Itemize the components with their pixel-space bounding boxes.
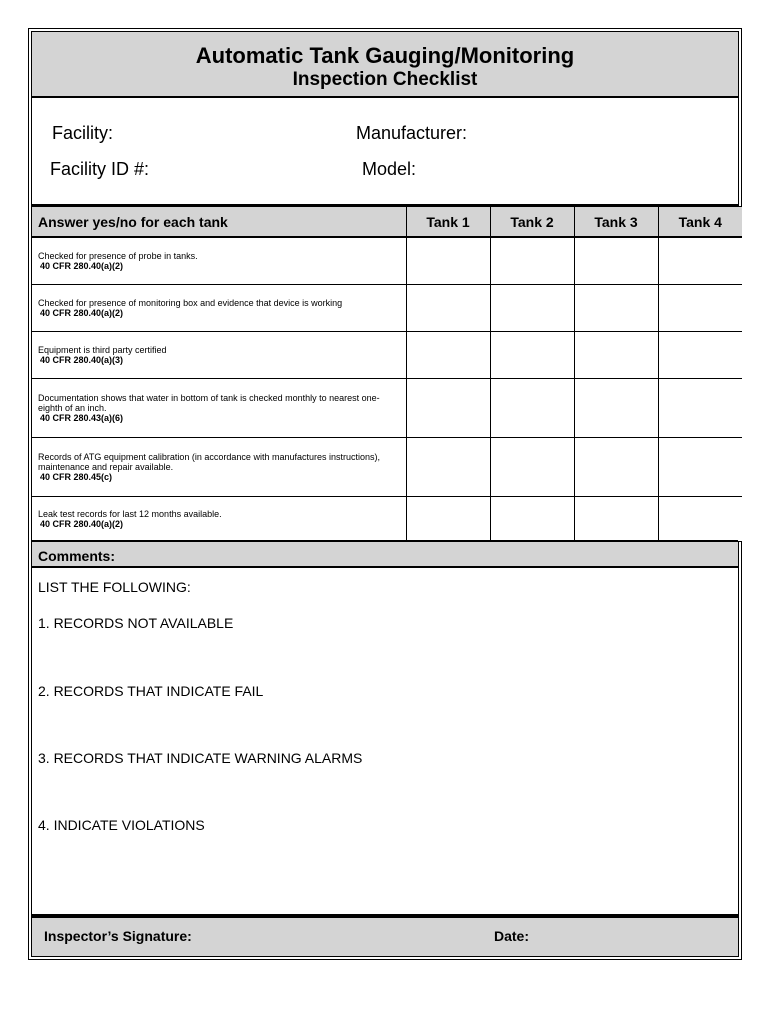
tank-1-answer-cell[interactable]	[406, 497, 490, 542]
tank-4-answer-cell[interactable]	[658, 497, 742, 542]
checklist-table	[32, 206, 742, 542]
tank-4-answer-cell[interactable]	[658, 379, 742, 438]
checklist-question	[32, 438, 406, 497]
question-text: Leak test records for last 12 months available.	[38, 509, 222, 519]
table-row	[32, 379, 742, 438]
regulation-citation: 40 CFR 280.40(a)(2)	[40, 308, 124, 318]
regulation-citation: 40 CFR 280.43(a)(6)	[40, 413, 124, 423]
comments-item: 2. RECORDS THAT INDICATE FAIL	[38, 683, 264, 699]
table-row	[32, 497, 742, 542]
checklist-question	[32, 379, 406, 438]
tank-3-answer-cell[interactable]	[574, 379, 658, 438]
table-row	[32, 237, 742, 285]
table-row	[32, 285, 742, 332]
checklist-question	[32, 332, 406, 379]
signature-row	[32, 914, 738, 956]
inspection-form	[28, 28, 742, 960]
tank-1-answer-cell[interactable]	[406, 438, 490, 497]
tank-2-header: Tank 2	[490, 207, 574, 238]
tank-3-answer-cell[interactable]	[574, 285, 658, 332]
tank-3-answer-cell[interactable]	[574, 438, 658, 497]
regulation-citation: 40 CFR 280.40(a)(2)	[40, 261, 124, 271]
tank-1-answer-cell[interactable]	[406, 237, 490, 285]
tank-4-answer-cell[interactable]	[658, 285, 742, 332]
title-band	[32, 32, 738, 98]
manufacturer-label: Manufacturer:	[356, 123, 468, 143]
tank-3-header: Tank 3	[574, 207, 658, 238]
comments-item: 4. INDICATE VIOLATIONS	[38, 817, 205, 833]
regulation-citation: 40 CFR 280.40(a)(2)	[40, 519, 124, 529]
tank-2-answer-cell[interactable]	[490, 438, 574, 497]
comments-header	[32, 540, 738, 568]
comments-item: 3. RECORDS THAT INDICATE WARNING ALARMS	[38, 750, 363, 766]
facility-id-label: Facility ID #:	[50, 159, 150, 179]
tank-3-answer-cell[interactable]	[574, 237, 658, 285]
tank-3-answer-cell[interactable]	[574, 497, 658, 542]
question-text: Documentation shows that water in bottom of tank is checked monthly to nearest one-eighth of an inch.	[38, 393, 380, 413]
model-label: Model:	[362, 159, 417, 179]
form-subtitle: Inspection Checklist	[292, 69, 478, 90]
table-row	[32, 438, 742, 497]
tank-2-answer-cell[interactable]	[490, 332, 574, 379]
checklist-question	[32, 497, 406, 542]
tank-4-answer-cell[interactable]	[658, 237, 742, 285]
tank-4-answer-cell[interactable]	[658, 332, 742, 379]
question-text: Checked for presence of probe in tanks.	[38, 251, 198, 261]
checklist-question	[32, 285, 406, 332]
facility-info-section	[32, 98, 738, 206]
regulation-citation: 40 CFR 280.40(a)(3)	[40, 355, 124, 365]
tank-1-answer-cell[interactable]	[406, 332, 490, 379]
question-text: Checked for presence of monitoring box and evidence that device is working	[38, 298, 343, 308]
facility-label: Facility:	[52, 123, 114, 143]
comments-item: 1. RECORDS NOT AVAILABLE	[38, 615, 234, 631]
comments-intro: LIST THE FOLLOWING:	[38, 579, 191, 595]
comments-label: Comments:	[38, 548, 116, 564]
date-label: Date:	[494, 928, 530, 944]
tank-1-answer-cell[interactable]	[406, 285, 490, 332]
form-title: Automatic Tank Gauging/Monitoring	[195, 43, 575, 68]
tank-4-header: Tank 4	[658, 207, 742, 238]
tank-2-answer-cell[interactable]	[490, 497, 574, 542]
tank-4-answer-cell[interactable]	[658, 438, 742, 497]
tank-2-answer-cell[interactable]	[490, 285, 574, 332]
inspector-signature-label: Inspector’s Signature:	[44, 928, 192, 944]
checklist-question	[32, 237, 406, 285]
table-header-row	[32, 207, 742, 238]
table-row	[32, 332, 742, 379]
question-text: Records of ATG equipment calibration (in accordance with manufactures instructions), maintenance and repair available.	[38, 452, 380, 472]
tank-2-answer-cell[interactable]	[490, 379, 574, 438]
tank-3-answer-cell[interactable]	[574, 332, 658, 379]
tank-1-header: Tank 1	[406, 207, 490, 238]
regulation-citation: 40 CFR 280.45(c)	[40, 472, 113, 482]
question-column-header: Answer yes/no for each tank	[32, 207, 406, 238]
tank-2-answer-cell[interactable]	[490, 237, 574, 285]
comments-area[interactable]	[32, 568, 738, 916]
tank-1-answer-cell[interactable]	[406, 379, 490, 438]
question-text: Equipment is third party certified	[38, 345, 167, 355]
